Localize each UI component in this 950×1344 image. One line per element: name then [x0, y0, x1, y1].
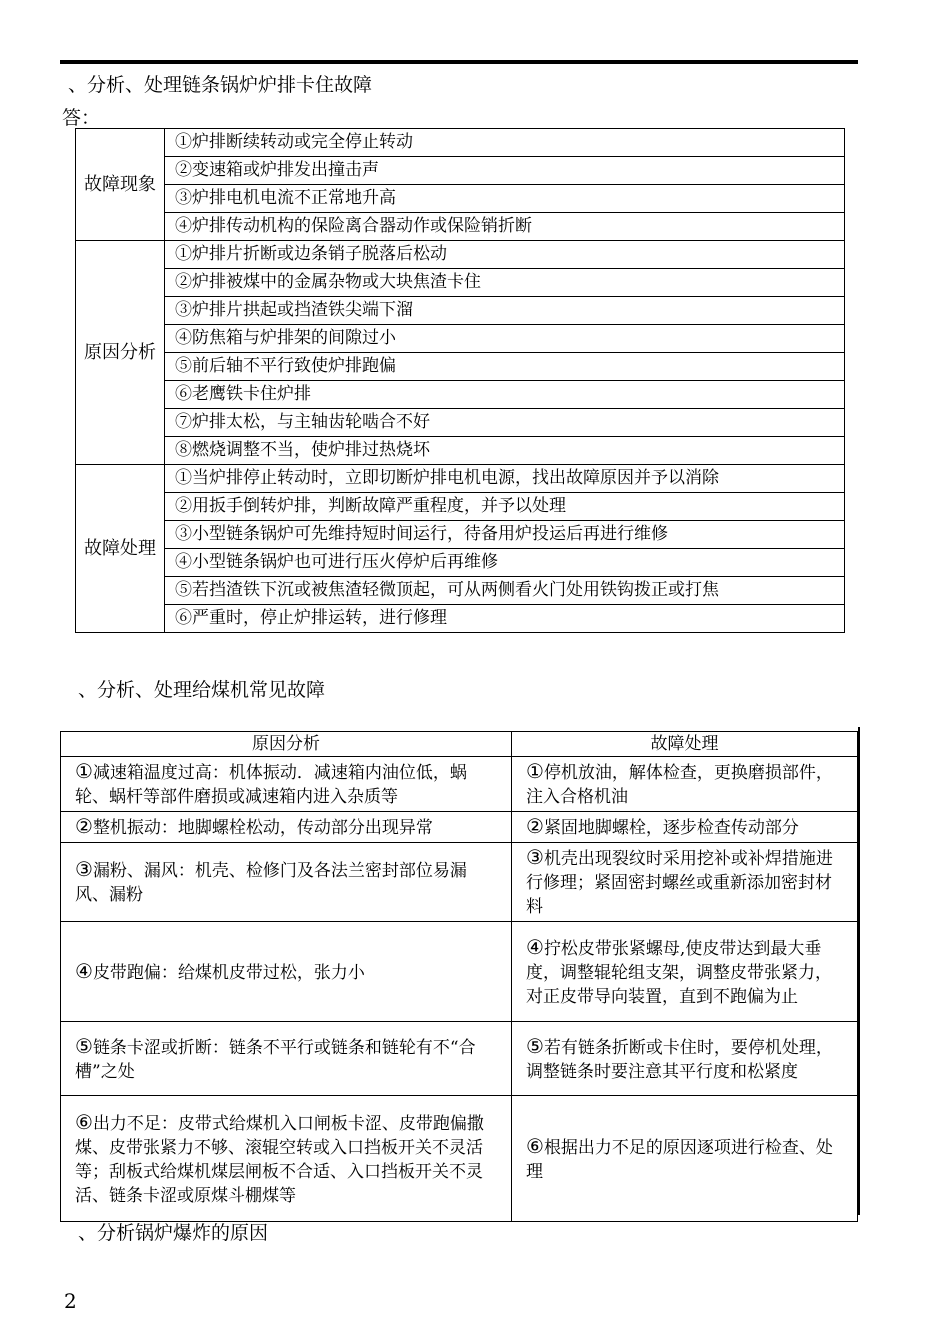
- column-header: 故障处理: [512, 732, 858, 757]
- fix-text: 紧固地脚螺栓，逐步检查传动部分: [543, 818, 799, 838]
- fix-text: 机壳出现裂纹时采用挖补或补焊措施进行修理；紧固密封螺丝或重新添加密封材料: [526, 849, 833, 917]
- table-cell: ⑥严重时，停止炉排运转，进行修理: [165, 605, 845, 633]
- table-cell: ③炉排片拱起或挡渣铁尖端下溜: [165, 297, 845, 325]
- cause-text: 出力不足：皮带式给煤机入口闸板卡涩、皮带跑偏撒煤、皮带张紧力不够、滚辊空转或入口挡板开关不灵活等；刮板式给煤机煤层闸板不合适、入口挡板开关不灵活、链条卡涩或原煤斗棚煤等: [75, 1113, 484, 1206]
- table-cell: ④炉排传动机构的保险离合器动作或保险销折断: [165, 213, 845, 241]
- category-cell: 原因分析: [76, 241, 165, 465]
- coal-feeder-fault-table: [60, 731, 858, 1222]
- cause-cell: [61, 1022, 512, 1096]
- circled-number: ⑥: [526, 1133, 544, 1158]
- table-cell: ⑤若挡渣铁下沉或被焦渣轻微顶起，可从两侧看火门处用铁钩拨正或打焦: [165, 577, 845, 605]
- answer-label: 答：: [62, 107, 101, 129]
- table-cell: ①当炉排停止转动时，立即切断炉排电机电源，找出故障原因并予以消除: [165, 465, 845, 493]
- cause-cell: [61, 922, 512, 1022]
- circled-number: ②: [526, 814, 544, 838]
- table-cell: ②变速箱或炉排发出撞击声: [165, 157, 845, 185]
- table-cell: ⑥老鹰铁卡住炉排: [165, 381, 845, 409]
- fix-cell: [512, 922, 858, 1022]
- table-cell: ②用扳手倒转炉排，判断故障严重程度，并予以处理: [165, 493, 845, 521]
- circled-number: ③: [526, 845, 544, 869]
- circled-number: ②: [75, 814, 93, 838]
- fix-text: 停机放油，解体检查，更换磨损部件，注入合格机油: [526, 763, 833, 807]
- circled-number: ④: [75, 958, 93, 983]
- cause-cell: [61, 812, 512, 843]
- fix-cell: [512, 1022, 858, 1096]
- page-number: 2: [64, 1289, 77, 1313]
- table-cell: ⑧燃烧调整不当，使炉排过热烧坏: [165, 437, 845, 465]
- category-cell: 故障现象: [76, 129, 165, 241]
- section3-title: 、分析锅炉爆炸的原因: [78, 1222, 269, 1244]
- circled-number: ①: [526, 759, 544, 783]
- circled-number: ①: [75, 759, 93, 783]
- fix-cell: [512, 812, 858, 843]
- cause-cell: [61, 757, 512, 812]
- fix-text: 根据出力不足的原因逐项进行检查、处理: [526, 1137, 833, 1182]
- table-cell: ④小型链条锅炉也可进行压火停炉后再维修: [165, 549, 845, 577]
- top-rule: [60, 60, 858, 64]
- fix-cell: [512, 843, 858, 922]
- boiler-grate-fault-table: [75, 128, 845, 633]
- table-cell: ③炉排电机电流不正常地升高: [165, 185, 845, 213]
- table-cell: ⑦炉排太松，与主轴齿轮啮合不好: [165, 409, 845, 437]
- cause-text: 链条卡涩或折断：链条不平行或链条和链轮有不“合槽”之处: [75, 1037, 476, 1082]
- category-cell: 故障处理: [76, 465, 165, 633]
- cause-text: 皮带跑偏：给煤机皮带过松，张力小: [92, 962, 365, 983]
- table-cell: ④防焦箱与炉排架的间隙过小: [165, 325, 845, 353]
- table-cell: ③小型链条锅炉可先维持短时间运行，待备用炉投运后再进行维修: [165, 521, 845, 549]
- circled-number: ④: [526, 934, 544, 959]
- circled-number: ⑥: [75, 1109, 93, 1134]
- cause-text: 整机振动：地脚螺栓松动，传动部分出现异常: [92, 818, 433, 838]
- table-cell: ①炉排断续转动或完全停止转动: [165, 129, 845, 157]
- table-cell: ①炉排片折断或边条销子脱落后松动: [165, 241, 845, 269]
- right-border-rule: [858, 727, 860, 1215]
- cause-text: 漏粉、漏风：机壳、检修门及各法兰密封部位易漏风、漏粉: [75, 861, 467, 905]
- section2-title: 、分析、处理给煤机常见故障: [78, 679, 326, 701]
- table-cell: ②炉排被煤中的金属杂物或大块焦渣卡住: [165, 269, 845, 297]
- section1-title: 、分析、处理链条锅炉炉排卡住故障: [68, 74, 373, 96]
- circled-number: ③: [75, 857, 93, 881]
- fix-text: 若有链条折断或卡住时，要停机处理，调整链条时要注意其平行度和松紧度: [526, 1037, 833, 1082]
- circled-number: ⑤: [75, 1033, 93, 1058]
- fix-text: 拧松皮带张紧螺母,使皮带达到最大垂度，调整辊轮组支架，调整皮带张紧力，对正皮带导向装置，直到不跑偏为止: [526, 938, 832, 1007]
- circled-number: ⑤: [526, 1033, 544, 1058]
- column-header: 原因分析: [61, 732, 512, 757]
- cause-cell: [61, 1096, 512, 1222]
- table-cell: ⑤前后轴不平行致使炉排跑偏: [165, 353, 845, 381]
- cause-text: 减速箱温度过高：机体振动．减速箱内油位低，蜗轮、蜗杆等部件磨损或减速箱内进入杂质等: [75, 763, 467, 807]
- cause-cell: [61, 843, 512, 922]
- fix-cell: [512, 1096, 858, 1222]
- fix-cell: [512, 757, 858, 812]
